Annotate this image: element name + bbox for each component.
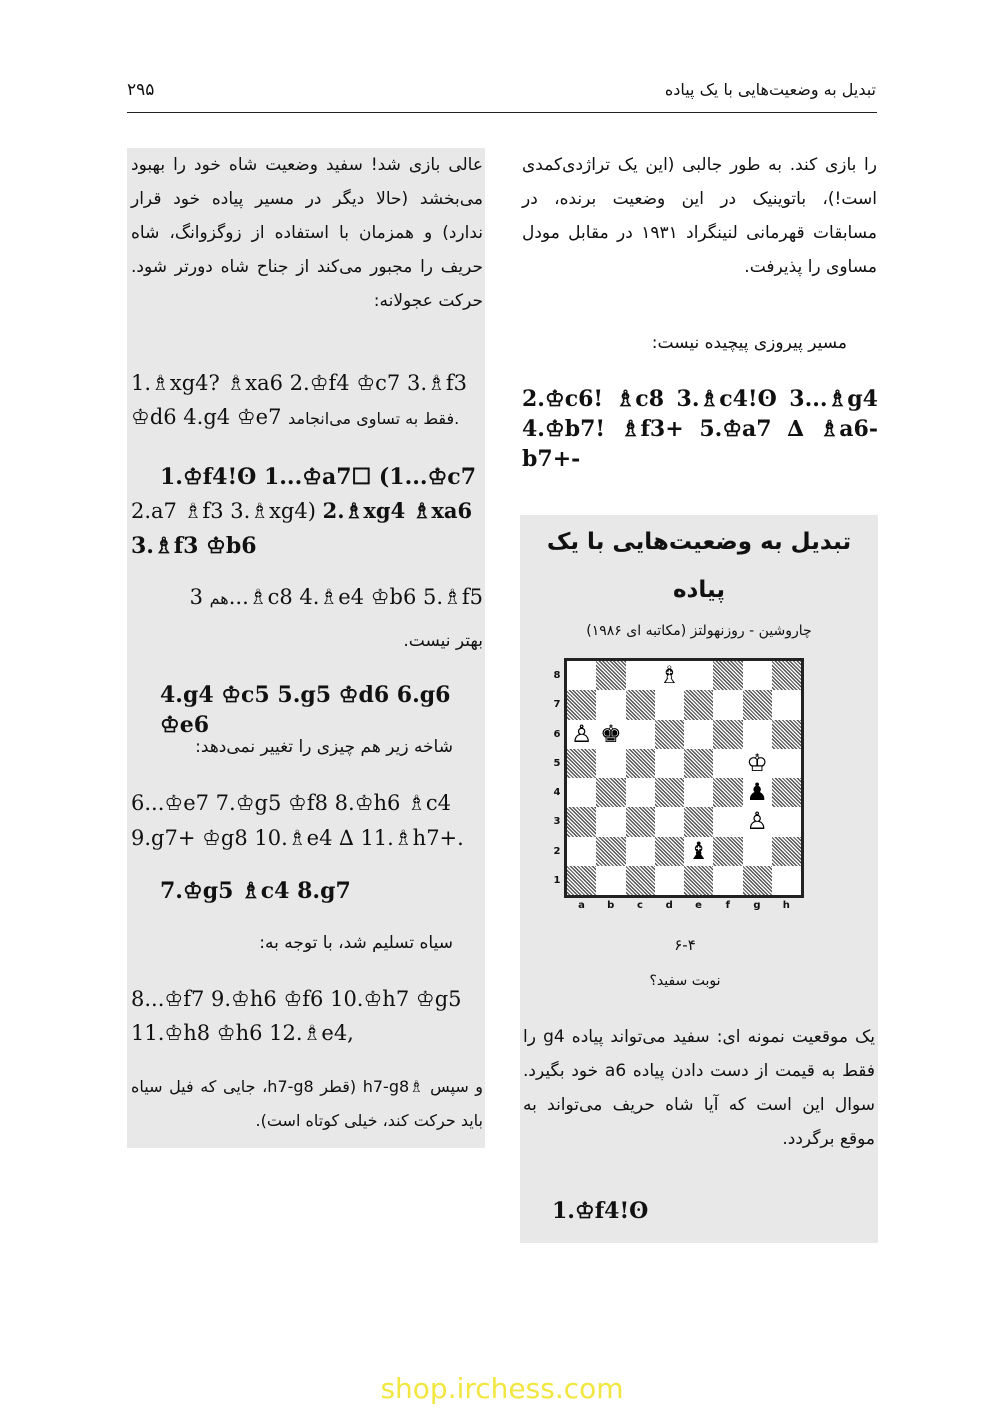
piece-e2: ♝ [684, 837, 713, 866]
board-square-b8 [596, 661, 625, 690]
box-title-line2: پیاده [672, 577, 726, 603]
line-3-word: هم [209, 589, 229, 608]
board-square-g2 [743, 837, 772, 866]
line-5b-moves: 9.g7+ ♔g8 10.♗e4 ∆ 11.♗h7+. [131, 826, 464, 850]
board-square-c2 [626, 837, 655, 866]
rank-label-3: 3 [553, 816, 561, 828]
line-2c-moves: 3.♗f3 ♔b6 [131, 533, 257, 559]
board-square-f2 [713, 837, 742, 866]
line-7a-moves: 8...♔f7 9.♔h6 ♔f6 10.♔h7 ♔g5 [131, 987, 462, 1011]
file-label-b: b [607, 900, 615, 911]
players-caption: چاروشین - روزنهولتز (مکاتبه ای ۱۹۸۶) [586, 623, 812, 639]
line-3-text: بهتر نیست. [403, 631, 483, 651]
line-2b-moves: 2.a7 ♗f3 3.♗xg4) [131, 499, 316, 523]
main-line-moves: 2.♔c6! ♗c8 3.♗c4!ʘ 3...♗g4 4.♔b7! ♗f3+ 5.♔a7 ∆ ♗a6-b7+- [522, 386, 878, 472]
board-square-h1 [772, 866, 801, 895]
board-square-c1 [626, 866, 655, 895]
board-square-h8 [772, 661, 801, 690]
line-1b-moves: ♔d6 4.g4 ♔e7 [131, 405, 282, 429]
line-3-moves: 3...♗c8 4.♗e4 ♔b6 5.♗f5 [189, 585, 483, 609]
board-square-c7 [626, 690, 655, 719]
rank-label-2: 2 [553, 845, 561, 857]
board-square-h4 [772, 778, 801, 807]
board-square-h3 [772, 807, 801, 836]
piece-g4: ♟ [743, 778, 772, 807]
left-paragraph-4: و سپس ♗h7-g8 (قطر h7-g8، جایی که فیل سیاه باید حرکت کند، خیلی کوتاه است). [131, 1077, 484, 1130]
board-square-f3 [713, 807, 742, 836]
board-square-d7 [655, 690, 684, 719]
left-paragraph-1: عالی بازی شد! سفید وضعیت شاه خود را بهبود می‌بخشد (حالا دیگر در مسیر پیاده خود قرار ندارد) و همزمان با استفاده از زوگزوانگ، شاه حریف را مجبور می‌کند از جناح شاه دورتر شود. حرکت عجولانه: [131, 155, 483, 311]
rank-label-7: 7 [553, 699, 561, 711]
board-square-c6 [626, 720, 655, 749]
board-square-b1 [596, 866, 625, 895]
diagram-number: ۶-۴ [674, 936, 696, 954]
line-3-row [131, 582, 483, 614]
file-label-h: h [782, 900, 790, 911]
board-square-g8 [743, 661, 772, 690]
line-1b-text: فقط به تساوی می‌انجامد. [288, 409, 460, 428]
board-square-b5 [596, 749, 625, 778]
file-label-d: d [665, 900, 673, 911]
file-label-f: f [725, 900, 730, 911]
board-square-a2 [567, 837, 596, 866]
rank-label-4: 4 [553, 787, 561, 798]
board-square-g7 [743, 690, 772, 719]
board-square-f4 [713, 778, 742, 807]
watermark-url: shop.irchess.com [380, 1372, 624, 1405]
box-description: یک موقعیت نمونه ای: سفید می‌تواند پیاده g4 را فقط به قیمت از دست دادن پیاده a6 خود بگیرد. سوال این است که آیا شاه حریف می‌تواند به موقع برگردد. [523, 1027, 876, 1149]
board-square-b2 [596, 837, 625, 866]
piece-g5: ♔ [743, 749, 772, 778]
rank-label-6: 6 [553, 728, 561, 740]
line-2b-bold-moves: 2.♗xg4 ♗xa6 [322, 498, 473, 523]
line-7b-moves: 11.♔h8 ♔h6 12.♗e4, [131, 1021, 354, 1045]
board-square-d6 [655, 720, 684, 749]
board-square-b3 [596, 807, 625, 836]
left-paragraph-3: سیاه تسلیم شد، با توجه به: [259, 933, 453, 953]
piece-d8: ♗ [655, 661, 684, 690]
board-square-e7 [684, 690, 713, 719]
board-square-f5 [713, 749, 742, 778]
board-square-a8 [567, 661, 596, 690]
board-square-a3 [567, 807, 596, 836]
board-square-e5 [684, 749, 713, 778]
piece-g3: ♙ [743, 807, 772, 836]
board-square-c4 [626, 778, 655, 807]
chessboard [564, 658, 804, 898]
board-square-d5 [655, 749, 684, 778]
header-rule [127, 112, 877, 113]
rank-label-8: 8 [553, 670, 561, 681]
left-paragraph-2: شاخه زیر هم چیزی را تغییر نمی‌دهد: [195, 737, 453, 757]
board-square-e3 [684, 807, 713, 836]
running-head: تبدیل به وضعیت‌هایی با یک پیاده [664, 80, 876, 99]
board-square-h7 [772, 690, 801, 719]
board-square-f1 [713, 866, 742, 895]
board-square-a4 [567, 778, 596, 807]
board-square-g1 [743, 866, 772, 895]
board-square-h2 [772, 837, 801, 866]
board-square-h5 [772, 749, 801, 778]
board-square-e8 [684, 661, 713, 690]
path-note: مسیر پیروزی پیچیده نیست: [651, 333, 847, 353]
board-square-c5 [626, 749, 655, 778]
board-square-d2 [655, 837, 684, 866]
board-square-f8 [713, 661, 742, 690]
board-square-a1 [567, 866, 596, 895]
file-label-a: a [578, 900, 585, 911]
board-square-h6 [772, 720, 801, 749]
board-square-g6 [743, 720, 772, 749]
box-title-line1: تبدیل به وضعیت‌هایی با یک [546, 529, 852, 555]
chess-diagram [552, 654, 812, 916]
board-square-d3 [655, 807, 684, 836]
file-label-e: e [695, 900, 702, 911]
board-square-b4 [596, 778, 625, 807]
line-6-moves: 7.♔g5 ♗c4 8.g7 [160, 878, 351, 904]
file-label-c: c [637, 900, 643, 911]
line-2a-moves: 1.♔f4!ʘ 1...♔a7☐ (1...♔c7 [160, 464, 477, 490]
board-square-d4 [655, 778, 684, 807]
line-1b-row [131, 402, 483, 434]
line-5a-moves: 6...♔e7 7.♔g5 ♔f8 8.♔h6 ♗c4 [131, 791, 452, 815]
rank-label-5: 5 [553, 757, 561, 769]
box-first-move: 1.♔f4!ʘ [552, 1198, 649, 1224]
board-square-e1 [684, 866, 713, 895]
board-square-f6 [713, 720, 742, 749]
board-square-b7 [596, 690, 625, 719]
to-move-caption: نوبت سفید؟ [649, 973, 721, 989]
line-2a [160, 462, 483, 492]
board-square-e6 [684, 720, 713, 749]
board-square-e4 [684, 778, 713, 807]
line-2b-row [131, 496, 483, 526]
board-square-c8 [626, 661, 655, 690]
board-square-a7 [567, 690, 596, 719]
board-square-f7 [713, 690, 742, 719]
piece-b6: ♚ [596, 720, 625, 749]
intro-paragraph: را بازی کند. به طور جالبی (این یک تراژدی‌کمدی است!)، باتوینیک در این وضعیت برنده، در مسابقات قهرمانی لنینگراد ۱۹۳۱ در مقابل مودل مساوی را پذیرفت. [522, 155, 878, 277]
page-number: ۲۹۵ [127, 80, 155, 100]
board-square-a5 [567, 749, 596, 778]
file-label-g: g [753, 900, 761, 911]
piece-a6: ♙ [567, 720, 596, 749]
board-square-d1 [655, 866, 684, 895]
line-1-moves: 1.♗xg4? ♗xa6 2.♔f4 ♔c7 3.♗f3 [131, 371, 467, 395]
rank-label-1: 1 [553, 874, 561, 886]
line-4-moves: 4.g4 ♔c5 5.g5 ♔d6 6.g6 ♔e6 [160, 682, 451, 738]
board-square-c3 [626, 807, 655, 836]
